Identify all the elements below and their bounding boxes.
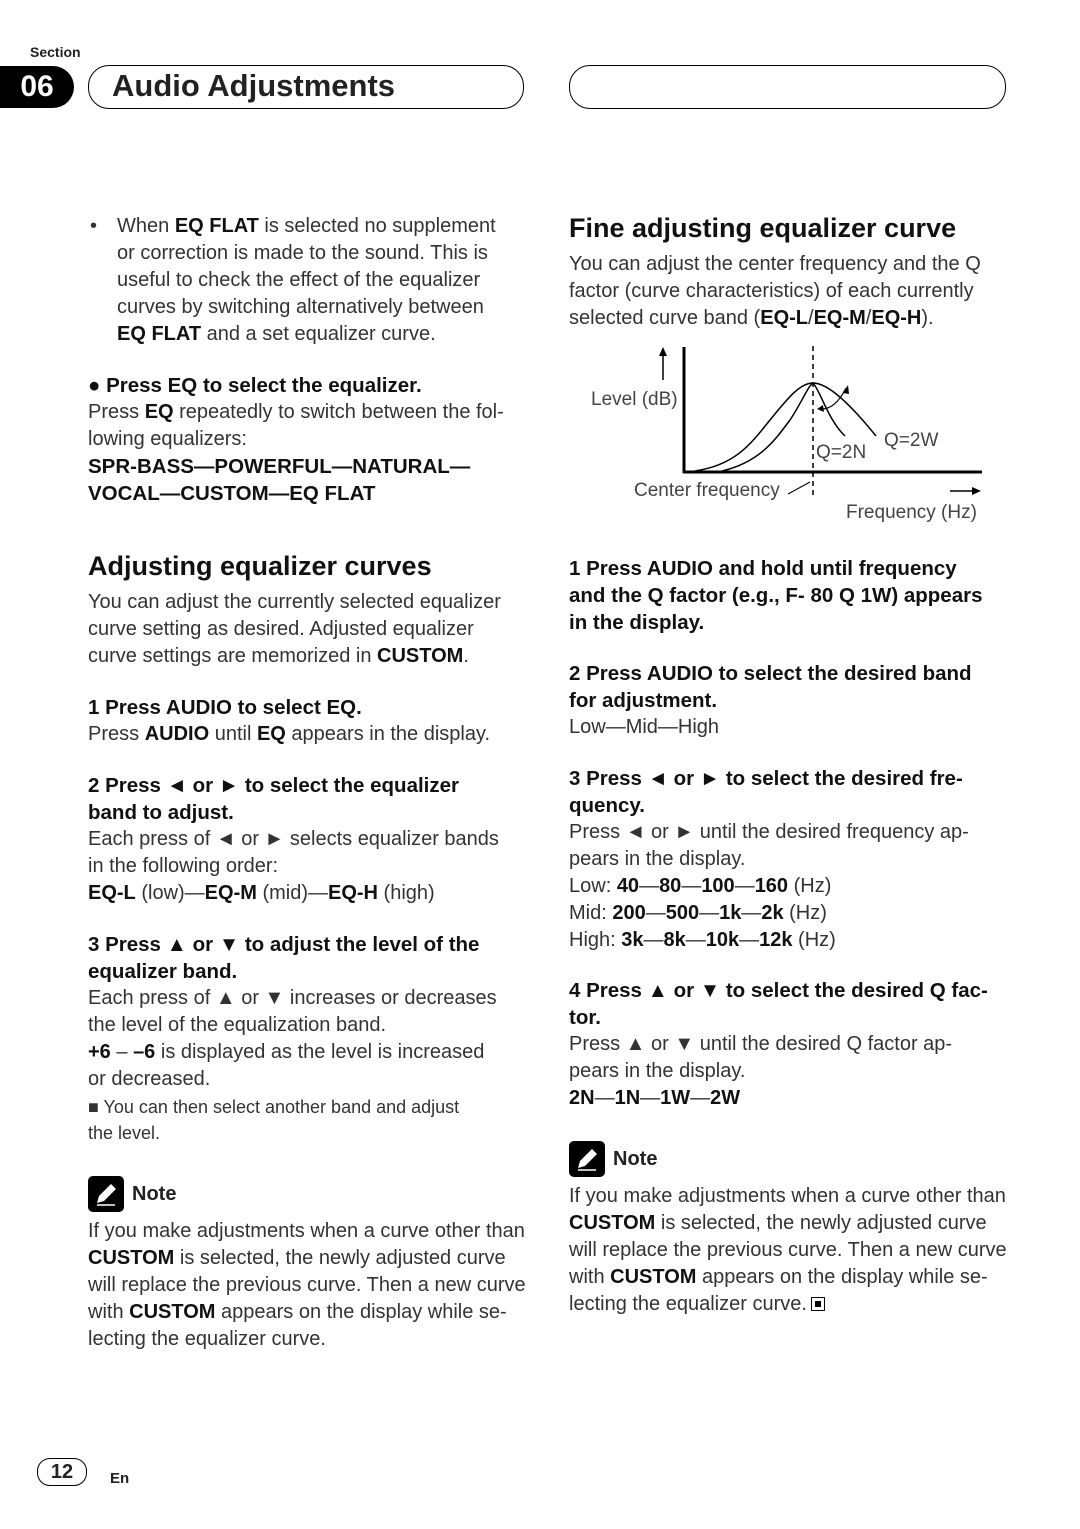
bold-term: 8k xyxy=(663,929,686,951)
text-run: – xyxy=(110,1041,134,1063)
left-step-2-text xyxy=(88,826,499,907)
center-frequency-label: Center frequency xyxy=(634,480,780,501)
note-pencil-icon xyxy=(569,1141,605,1177)
bold-term: EQ-H xyxy=(871,307,922,329)
q-factor-diagram xyxy=(570,340,990,530)
level-arrow-icon xyxy=(659,347,667,380)
text-run: — xyxy=(699,902,720,924)
text-run: — xyxy=(594,1087,615,1109)
text-run: — xyxy=(734,875,755,897)
page-title: Audio Adjustments xyxy=(112,68,396,103)
text-run: / xyxy=(808,307,814,329)
adjusting-intro xyxy=(88,589,501,670)
note-pencil-icon xyxy=(88,1176,124,1212)
right-step-3-text xyxy=(569,819,969,954)
text-run: — xyxy=(645,902,666,924)
text-run: If you make adjustments when a curve other than xyxy=(88,1220,525,1242)
right-note-text xyxy=(569,1183,1007,1318)
bold-term: 12k xyxy=(759,929,793,951)
bold-term: 500 xyxy=(665,902,700,924)
text-run: — xyxy=(639,875,660,897)
section-number-badge: 06 xyxy=(0,66,74,108)
right-step-3: 3 Press ◄ or ► to select the desired fre- quency. xyxy=(569,767,963,817)
heading-adjusting-eq: Adjusting equalizer curves xyxy=(88,551,432,581)
press-eq-step: ● Press EQ to select the equalizer. xyxy=(88,374,422,397)
bold-term: EQ-H xyxy=(328,882,378,904)
bullet-symbol: • xyxy=(90,215,98,237)
page-number: 12 xyxy=(37,1458,87,1486)
bold-term: EQ-M xyxy=(204,882,257,904)
text-run: You can adjust the center frequency and the Q factor (curve characteristics) of each currently selected curve band ( xyxy=(569,253,981,329)
language-label: En xyxy=(110,1470,130,1487)
bold-term: 2W xyxy=(710,1087,741,1109)
text-run: — xyxy=(643,929,664,951)
bold-term: EQ FLAT xyxy=(174,215,259,237)
q-narrow-label: Q=2N xyxy=(816,442,867,463)
text-run: appears on the display while se- lecting the equalizer curve. xyxy=(569,1266,988,1315)
bold-term: CUSTOM xyxy=(129,1301,216,1323)
bold-term: 10k xyxy=(705,929,740,951)
text-run: Low—Mid—High xyxy=(569,716,720,738)
heading-fine-adjusting: Fine adjusting equalizer curve xyxy=(569,213,957,243)
text-run: is selected, the newly adjusted curve will replace the previous curve. Then a new curve with xyxy=(88,1247,526,1323)
text-run: Each press of ▲ or ▼ increases or decreases the level of the equalization band. xyxy=(88,987,497,1036)
bold-term: 1W xyxy=(660,1087,691,1109)
right-step-2: 2 Press AUDIO to select the desired band for adjustment. xyxy=(569,662,972,712)
bold-term: +6 xyxy=(88,1041,111,1063)
center-label-leader xyxy=(788,482,810,494)
text-run: (mid)— xyxy=(256,882,328,904)
bold-term: EQ FLAT xyxy=(117,323,202,345)
fine-adjusting-intro xyxy=(569,251,981,332)
frequency-arrow-icon xyxy=(950,487,981,495)
right-step-1: 1 Press AUDIO and hold until frequency and the Q factor (e.g., F- 80 Q 1W) appears in the display. xyxy=(569,557,983,634)
equalizer-list: SPR-BASS—POWERFUL—NATURAL— VOCAL—CUSTOM—EQ FLAT xyxy=(88,455,471,505)
left-step-3-text xyxy=(88,985,497,1093)
bold-term: 2k xyxy=(761,902,784,924)
bold-term: EQ xyxy=(144,401,174,423)
text-run: When xyxy=(117,215,175,237)
eq-flat-note xyxy=(117,213,496,348)
text-run: . xyxy=(463,645,469,667)
bold-term: CUSTOM xyxy=(569,1212,656,1234)
left-note-label: Note xyxy=(132,1183,177,1205)
text-run: (Hz) xyxy=(792,929,836,951)
text-run: — xyxy=(685,929,706,951)
text-run: / xyxy=(865,307,872,329)
bold-term: 40 xyxy=(616,875,640,897)
text-run: ). xyxy=(921,307,934,329)
text-run: is displayed as the level is increased or decreased. xyxy=(88,1041,485,1090)
q-wide-label: Q=2W xyxy=(884,430,939,451)
bold-term: EQ xyxy=(256,723,286,745)
text-run: — xyxy=(741,902,762,924)
text-run: Press ▲ or ▼ until the desired Q factor ap- pears in the display. xyxy=(569,1033,953,1082)
text-run: — xyxy=(640,1087,661,1109)
x-axis-label: Frequency (Hz) xyxy=(846,502,977,523)
text-run: Press ◄ or ► until the desired frequency ap- pears in the display. Low: xyxy=(569,821,969,897)
text-run: Press xyxy=(88,401,145,423)
q-factor-diagram-svg xyxy=(570,340,990,530)
press-eq-text xyxy=(88,399,504,453)
text-run: (Hz) High: xyxy=(569,902,827,951)
bold-term: 100 xyxy=(701,875,735,897)
section-label: Section xyxy=(30,44,81,60)
text-run: appears in the display. xyxy=(285,723,491,745)
bold-term: EQ-L xyxy=(760,307,809,329)
left-step-1: 1 Press AUDIO to select EQ. xyxy=(88,696,362,719)
text-run: appears on the display while se- lecting the equalizer curve. xyxy=(88,1301,507,1350)
bold-term: 3k xyxy=(621,929,644,951)
right-header-frame xyxy=(569,65,1006,109)
bold-term: CUSTOM xyxy=(610,1266,697,1288)
text-run: — xyxy=(690,1087,711,1109)
left-note-text xyxy=(88,1218,526,1353)
left-step-1-text xyxy=(88,721,490,748)
text-run: — xyxy=(739,929,760,951)
bold-term: 2N xyxy=(569,1087,595,1109)
text-run: and a set equalizer curve. xyxy=(201,323,436,345)
y-axis-label: Level (dB) xyxy=(591,389,678,410)
bold-term: EQ-L xyxy=(88,882,136,904)
bold-term: 1N xyxy=(614,1087,641,1109)
bold-term: 1k xyxy=(719,902,742,924)
left-step-3-tip: ■ You can then select another band and adjust the level. xyxy=(88,1097,460,1143)
text-run: (low)— xyxy=(135,882,205,904)
text-run: repeatedly to switch between the fol- lowing equalizers: xyxy=(88,401,504,450)
bold-term: –6 xyxy=(133,1041,156,1063)
text-run: Press xyxy=(88,723,145,745)
text-run: If you make adjustments when a curve other than xyxy=(569,1185,1006,1207)
text-run: You can adjust the currently selected equalizer curve setting as desired. Adjusted equalizer curve settings are memorized in xyxy=(88,591,501,667)
bold-term: CUSTOM xyxy=(377,645,464,667)
bold-term: 200 xyxy=(612,902,646,924)
text-run: — xyxy=(681,875,702,897)
bold-term: AUDIO xyxy=(144,723,210,745)
bold-term: 80 xyxy=(659,875,682,897)
text-run: (Hz) Mid: xyxy=(569,875,832,924)
bold-term: EQ-M xyxy=(813,307,866,329)
right-step-2-text xyxy=(569,714,719,741)
text-run: Each press of ◄ or ► selects equalizer bands in the following order: xyxy=(88,828,499,877)
bold-term: CUSTOM xyxy=(88,1247,175,1269)
text-run: is selected no supplement or correction is made to the sound. This is useful to check the effect of the equalizer curves by switching alternatively between xyxy=(117,215,496,318)
left-step-2: 2 Press ◄ or ► to select the equalizer band to adjust. xyxy=(88,774,459,824)
left-step-3: 3 Press ▲ or ▼ to adjust the level of the equalizer band. xyxy=(88,933,480,983)
right-note-label: Note xyxy=(613,1148,658,1170)
bold-term: 160 xyxy=(754,875,789,897)
text-run: (high) xyxy=(378,882,435,904)
right-step-4-text xyxy=(569,1031,952,1112)
text-run: is selected, the newly adjusted curve will replace the previous curve. Then a new curve with xyxy=(569,1212,1007,1288)
text-run: until xyxy=(209,723,257,745)
end-mark-icon xyxy=(811,1297,825,1311)
right-step-4: 4 Press ▲ or ▼ to select the desired Q fac- tor. xyxy=(569,979,988,1029)
